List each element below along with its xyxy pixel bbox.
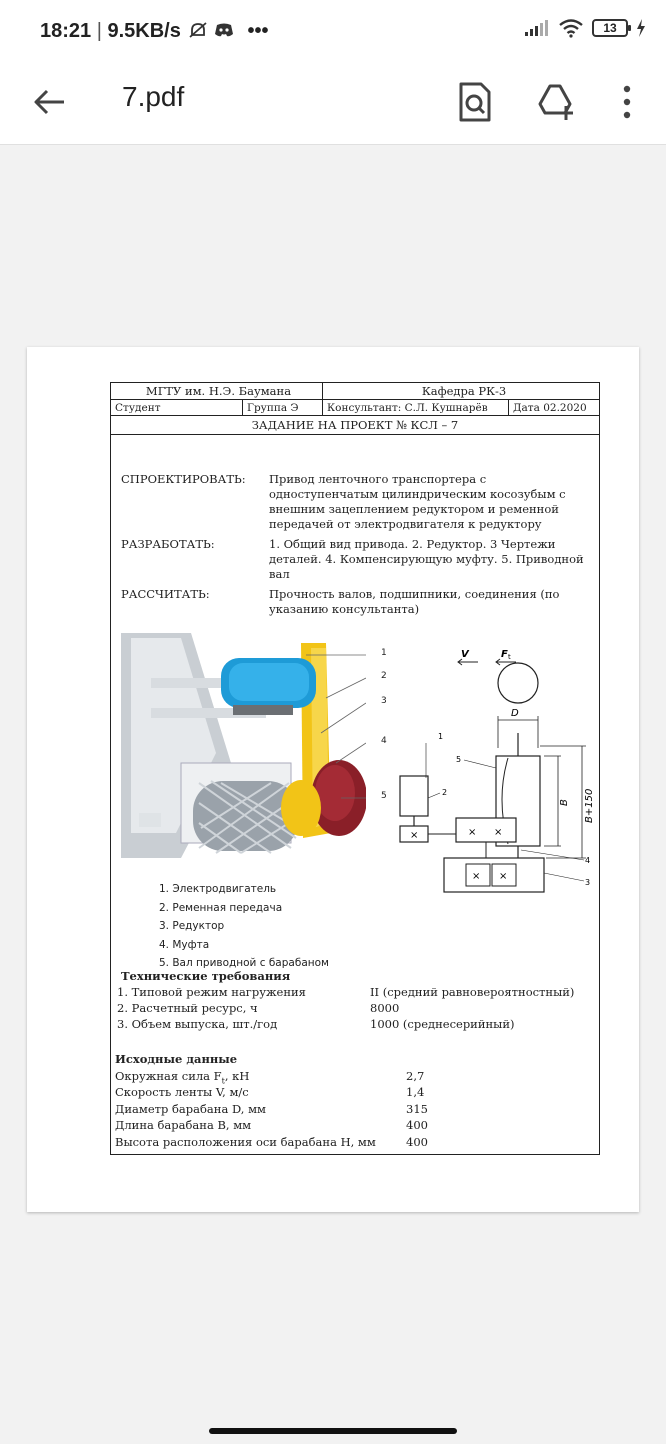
develop-block: [121, 537, 599, 584]
header-row-1: [111, 383, 599, 400]
initial-label: Окружная сила F: [115, 1068, 222, 1083]
home-indicator[interactable]: [209, 1428, 457, 1434]
initial-value: 315: [406, 1101, 428, 1116]
scheme-num-3: 3: [585, 878, 591, 887]
initial-row: [115, 1068, 595, 1085]
status-time: 18:21: [40, 20, 92, 42]
initial-value: 1,4: [406, 1085, 425, 1099]
bell-off-icon: [188, 21, 208, 39]
signal-icon: [524, 19, 550, 37]
design-label: СПРОЕКТИРОВАТЬ:: [121, 472, 246, 486]
battery-level: 13: [603, 21, 617, 35]
scheme-num-1: 1: [438, 732, 444, 741]
search-document-icon[interactable]: [455, 80, 495, 124]
legend-item: 1. Электродвигатель: [159, 883, 277, 895]
student-cell: Студент: [111, 400, 243, 415]
develop-line: вал: [269, 567, 290, 581]
initial-label: Высота расположения оси барабана H, мм: [115, 1134, 376, 1149]
initial-label: Длина барабана B, мм: [115, 1118, 252, 1132]
scheme-num-2: 2: [442, 788, 448, 797]
pdf-page[interactable]: [27, 347, 639, 1212]
design-block: [121, 472, 599, 534]
tech-title: Технические требования: [121, 969, 291, 983]
university-cell: МГТУ им. Н.Э. Баумана: [111, 383, 323, 399]
svg-text:×: ×: [499, 871, 508, 882]
legend-item: 4. Муфта: [159, 938, 210, 951]
photo-callout-4: 4: [381, 736, 387, 746]
initial-value: 400: [406, 1118, 428, 1132]
design-text: [269, 472, 597, 532]
calculate-label: РАССЧИТАТЬ:: [121, 587, 210, 601]
tech-value: II (средний равновероятностный): [370, 985, 575, 999]
initial-value: 400: [406, 1134, 428, 1149]
drum-length-label: B: [559, 799, 570, 806]
force-label-subscript: t: [508, 653, 511, 661]
legend-item: 2. Ременная передача: [159, 901, 283, 914]
status-more: •••: [247, 20, 269, 42]
assignment-document: [110, 382, 600, 1155]
initial-row: [115, 1134, 595, 1151]
velocity-label: V: [461, 649, 469, 660]
force-label: F: [501, 649, 508, 660]
consultant-cell: Консультант: С.Л. Кушнарёв: [323, 400, 509, 415]
photo-callout-1: 1: [381, 648, 387, 658]
tech-row: [117, 984, 597, 1000]
photo-callout-5: 5: [381, 791, 387, 801]
initial-label: Диаметр барабана D, мм: [115, 1101, 266, 1116]
calculate-line: Прочность валов, подшипники, соединения (по: [269, 587, 560, 601]
title-underline: [111, 434, 599, 435]
more-options-icon[interactable]: [612, 80, 642, 124]
status-icons: [524, 18, 646, 38]
tech-value: 8000: [370, 1001, 400, 1015]
calculate-text: [269, 587, 597, 617]
figure-legend: [159, 880, 329, 973]
initial-value: 2,7: [406, 1068, 425, 1083]
tech-label: 3. Объем выпуска, шт./год: [117, 1017, 278, 1031]
add-to-drive-icon[interactable]: [536, 80, 576, 124]
drum-length-plus-label: B+150: [584, 788, 595, 823]
status-network-speed: 9.5KB/s: [107, 20, 181, 42]
kinematic-scheme: [396, 638, 596, 898]
photo-callout-2: 2: [381, 671, 387, 681]
tech-value: 1000 (среднесерийный): [370, 1017, 515, 1031]
photo-callout-3: 3: [381, 696, 387, 706]
legend-item: 3. Редуктор: [159, 920, 225, 932]
battery-icon: [592, 19, 628, 37]
wifi-icon: [558, 18, 584, 38]
group-cell: Группа Э: [243, 400, 323, 415]
initial-data: [115, 1051, 595, 1150]
tech-row: [117, 1000, 597, 1016]
charging-icon: [636, 19, 646, 37]
tech-requirements: [117, 968, 597, 1032]
initial-row: [115, 1101, 595, 1118]
app-bar: [0, 64, 666, 144]
svg-text:×: ×: [468, 827, 477, 838]
status-time-group: 18:21 | 9.5KB/s •••: [40, 20, 269, 42]
design-line: внешним зацеплением редуктором и ременной: [269, 502, 559, 516]
svg-text:×: ×: [472, 871, 481, 882]
status-bar: [0, 0, 666, 64]
legend-item: 5. Вал приводной с барабаном: [159, 957, 329, 969]
back-arrow-icon[interactable]: [30, 82, 70, 122]
header-row-2: [111, 400, 599, 416]
date-cell: Дата 02.2020: [513, 401, 587, 414]
design-line: одноступенчатым цилиндрическим косозубым с: [269, 487, 566, 501]
scheme-num-4: 4: [585, 856, 591, 865]
initial-row: [115, 1084, 595, 1101]
conveyor-drive-photo: [121, 633, 366, 858]
initial-label-subscript: t: [221, 1075, 225, 1085]
file-title: 7.pdf: [122, 81, 185, 112]
initial-row: [115, 1117, 595, 1134]
assignment-title: ЗАДАНИЕ НА ПРОЕКТ № КСЛ – 7: [251, 418, 459, 432]
diameter-label: D: [511, 708, 519, 719]
tech-label: 1. Типовой режим нагружения: [117, 985, 306, 999]
tech-row: [117, 1016, 597, 1032]
scheme-num-5: 5: [456, 755, 462, 764]
pulley-cross: ×: [410, 830, 419, 841]
develop-label: РАЗРАБОТАТЬ:: [121, 537, 215, 551]
tech-label: 2. Расчетный ресурс, ч: [117, 1001, 258, 1015]
initial-label: Скорость ленты V, м/с: [115, 1085, 249, 1099]
calculate-block: [121, 587, 599, 619]
initial-title: Исходные данные: [115, 1052, 238, 1066]
initial-label-tail: , кН: [224, 1068, 250, 1083]
design-line: передачей от электродвигателя к редуктору: [269, 517, 542, 531]
calculate-line: указанию консультанта): [269, 602, 420, 616]
develop-line: 1. Общий вид привода. 2. Редуктор. 3 Чертежи: [269, 537, 556, 551]
discord-icon: [214, 22, 234, 38]
app-bar-divider: [0, 144, 666, 145]
develop-line: деталей. 4. Компенсирующую муфту. 5. Приводной: [269, 552, 584, 566]
svg-text:×: ×: [494, 827, 503, 838]
design-line: Привод ленточного транспортера с: [269, 472, 487, 486]
develop-text: [269, 537, 597, 582]
department-cell: Кафедра РК-3: [421, 384, 507, 398]
